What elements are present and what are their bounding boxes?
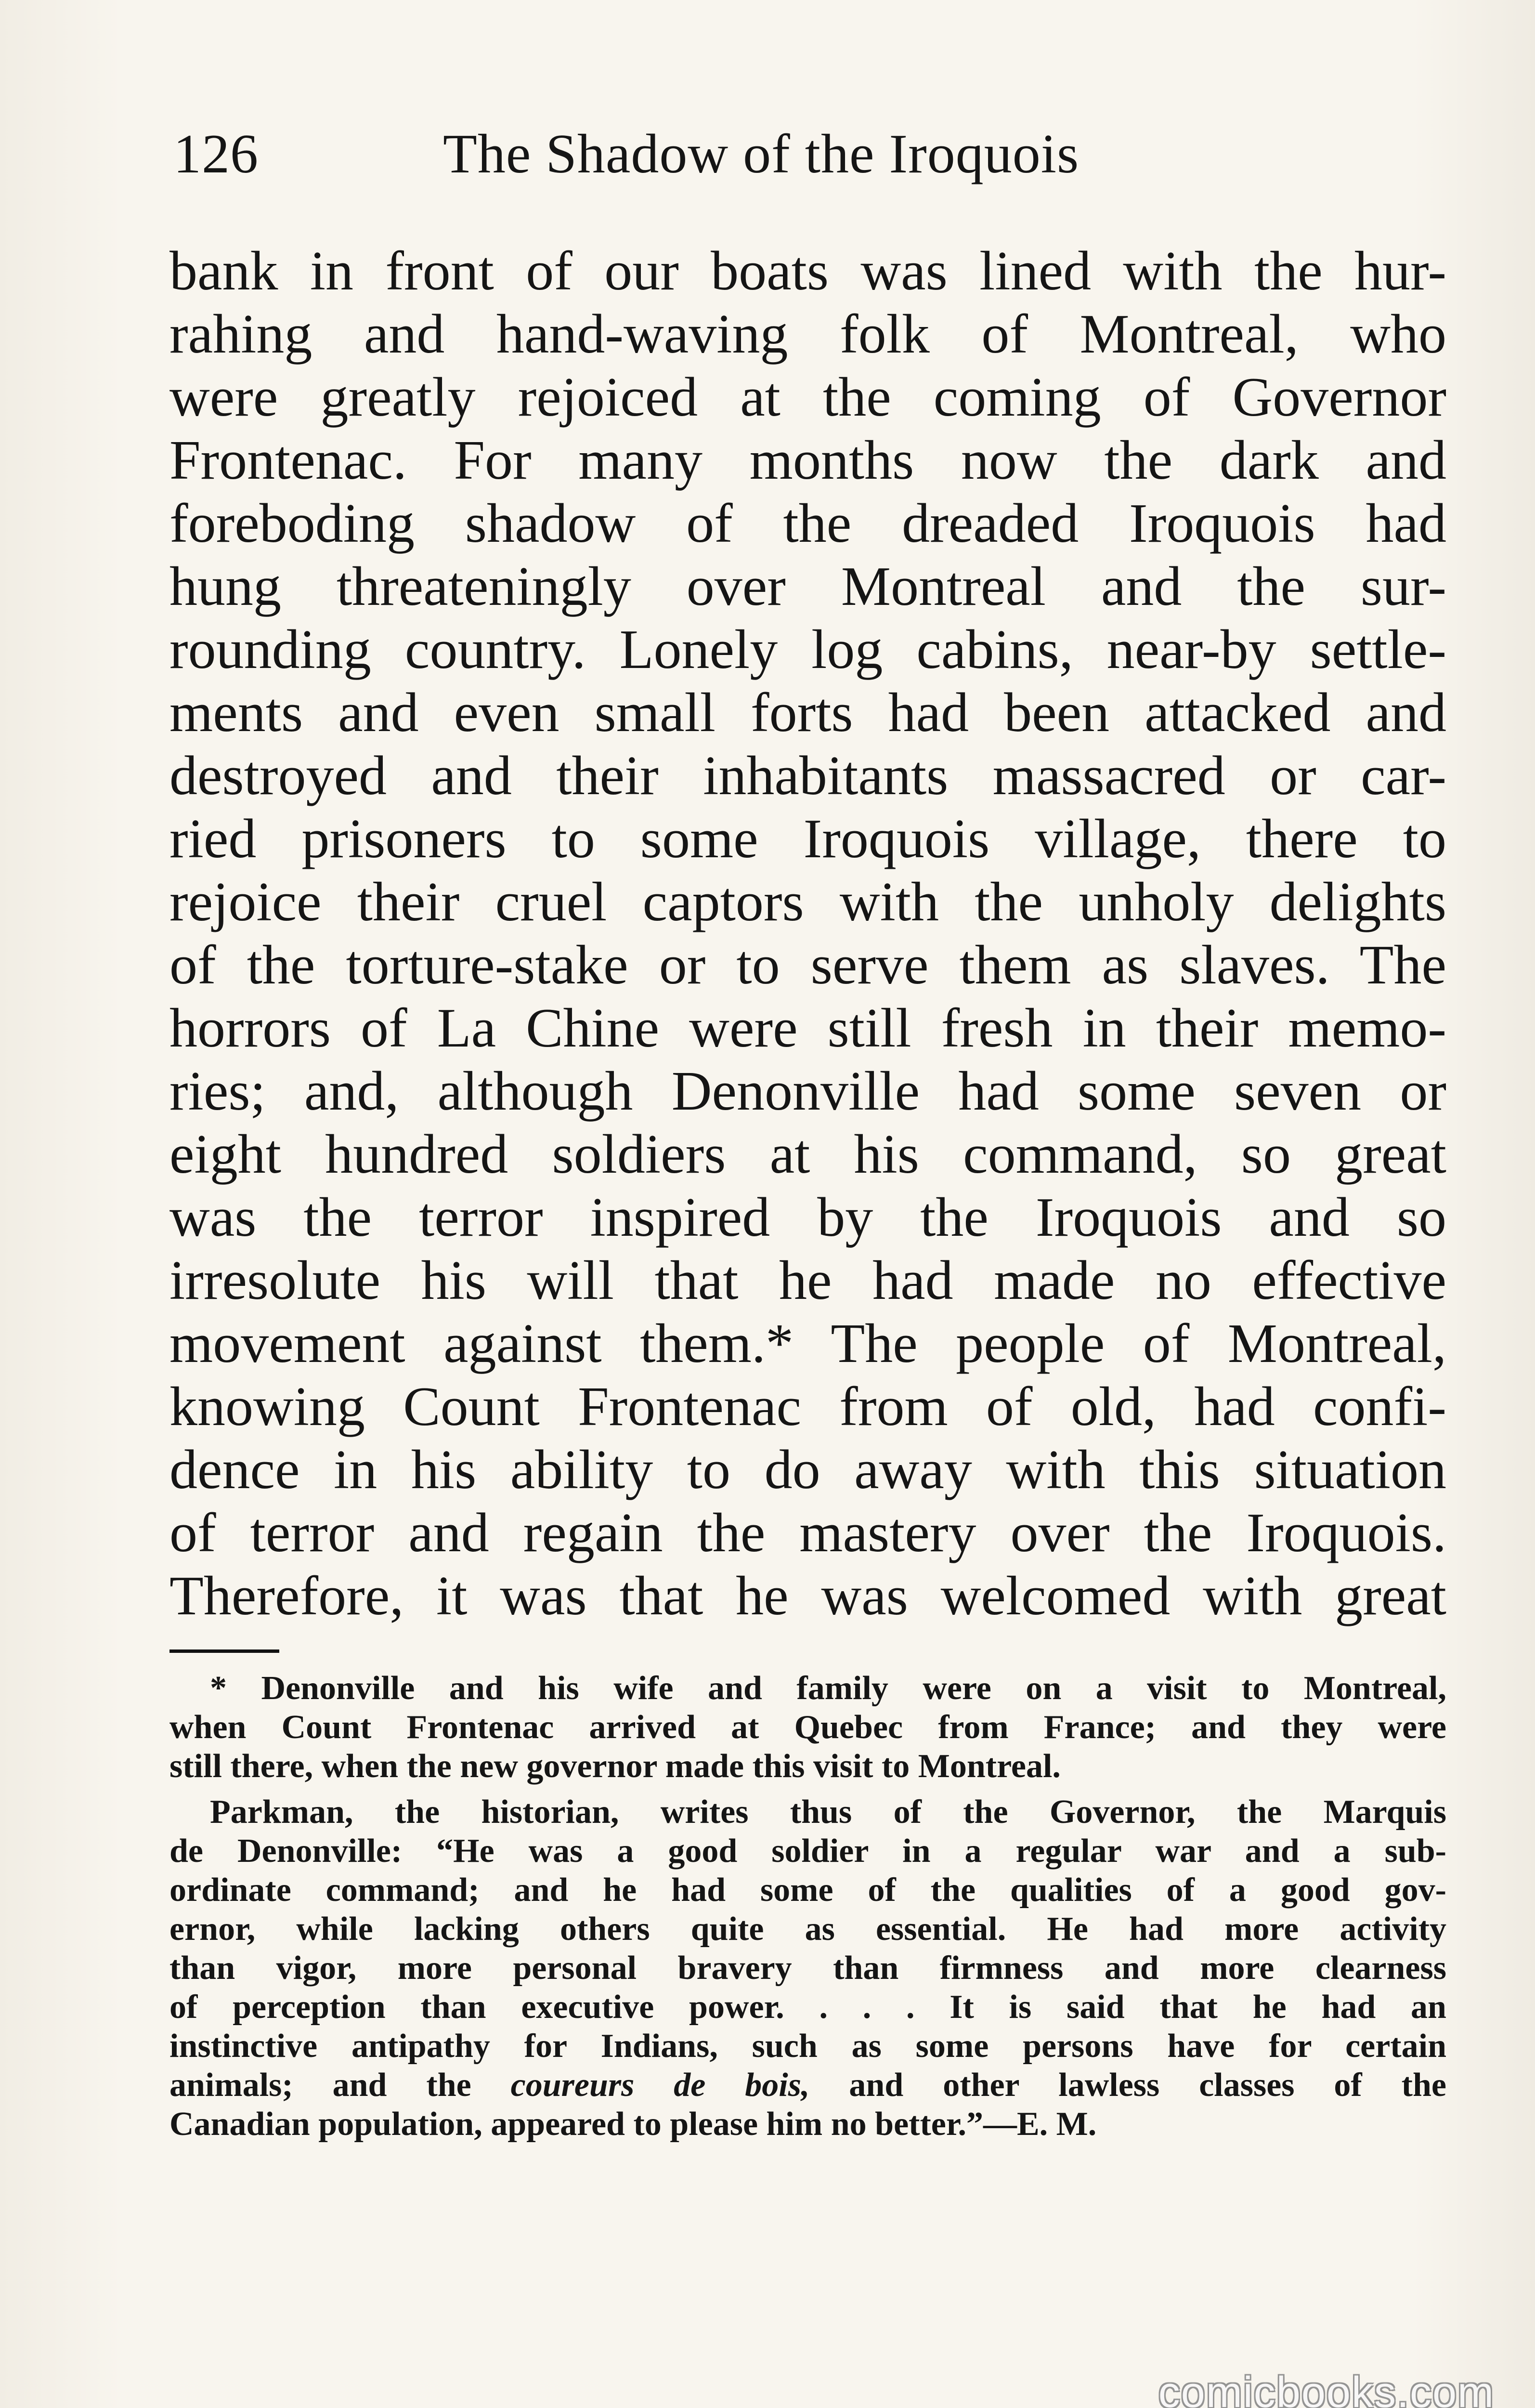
text-line: was the terror inspired by the Iroquois and so bbox=[169, 1187, 1446, 1248]
footnote-line: of perception than executive power. . . . It is said that he had an bbox=[169, 1989, 1446, 2026]
text-line: eight hundred soldiers at his command, so great bbox=[169, 1124, 1446, 1185]
footnote-segment: animals; and the bbox=[169, 2067, 511, 2104]
text-line: ries; and, although Denonville had some seven or bbox=[169, 1060, 1446, 1122]
text-line: hung threateningly over Montreal and the sur- bbox=[169, 556, 1446, 617]
text-line: were greatly rejoiced at the coming of Governor bbox=[169, 366, 1446, 428]
footnote-line: Parkman, the historian, writes thus of the Governor, the Marquis bbox=[210, 1793, 1446, 1831]
footnotes bbox=[169, 1669, 1446, 2144]
text-line: ried prisoners to some Iroquois village, there to bbox=[169, 808, 1446, 870]
footnote-segment: and other lawless classes of the bbox=[809, 2067, 1446, 2104]
footnote-rule bbox=[169, 1649, 279, 1653]
footnote-line: instinctive antipathy for Indians, such as some persons have for certain bbox=[169, 2028, 1446, 2065]
footnote-line: * Denonville and his wife and family were on a visit to Montreal, bbox=[210, 1670, 1446, 1707]
footnote-line: Canadian population, appeared to please him no better.”—E. M. bbox=[169, 2106, 1097, 2143]
text-line: dence in his ability to do away with this situation bbox=[169, 1439, 1446, 1501]
text-line: bank in front of our boats was lined with the hur- bbox=[169, 240, 1446, 302]
text-line: rahing and hand-waving folk of Montreal, who bbox=[169, 303, 1446, 365]
text-line: ments and even small forts had been attacked and bbox=[169, 682, 1446, 744]
text-line: rounding country. Lonely log cabins, near-by settle- bbox=[169, 619, 1446, 681]
footnote-line-italic bbox=[169, 2066, 1446, 2105]
text-line: knowing Count Frontenac from of old, had confi- bbox=[169, 1376, 1446, 1438]
text-line: Therefore, it was that he was welcomed with great bbox=[169, 1565, 1446, 1627]
text-line: horrors of La Chine were still fresh in their memo- bbox=[169, 997, 1446, 1059]
footnote-line: ordinate command; and he had some of the qualities of a good gov- bbox=[169, 1871, 1446, 1909]
watermark: comicbooks.com bbox=[1158, 2369, 1495, 2408]
text-line: rejoice their cruel captors with the unholy delights bbox=[169, 871, 1446, 933]
text-line: foreboding shadow of the dreaded Iroquois had bbox=[169, 493, 1446, 554]
footnote-italic-segment: coureurs de bois, bbox=[510, 2067, 810, 2104]
main-text bbox=[169, 240, 1446, 1628]
footnote-line: de Denonville: “He was a good soldier in a regular war and a sub- bbox=[169, 1832, 1446, 1870]
text-line: irresolute his will that he had made no effective bbox=[169, 1250, 1446, 1311]
footnote-line: when Count Frontenac arrived at Quebec from France; and they were bbox=[169, 1709, 1446, 1746]
text-line: of terror and regain the mastery over the Iroquois. bbox=[169, 1502, 1446, 1564]
text-line: destroyed and their inhabitants massacred or car- bbox=[169, 745, 1446, 807]
text-line: Frontenac. For many months now the dark and bbox=[169, 430, 1446, 491]
text-line: movement against them.* The people of Montreal, bbox=[169, 1313, 1446, 1374]
text-line: of the torture-stake or to serve them as slaves. The bbox=[169, 934, 1446, 996]
footnote-line: than vigor, more personal bravery than firmness and more clearness bbox=[169, 1950, 1446, 1987]
running-title: The Shadow of the Iroquois bbox=[443, 123, 1080, 185]
page-number: 126 bbox=[173, 123, 259, 185]
footnote-line: ernor, while lacking others quite as essential. He had more activity bbox=[169, 1911, 1446, 1948]
page-header bbox=[173, 120, 1449, 188]
footnote-line: still there, when the new governor made this visit to Montreal. bbox=[169, 1748, 1061, 1785]
